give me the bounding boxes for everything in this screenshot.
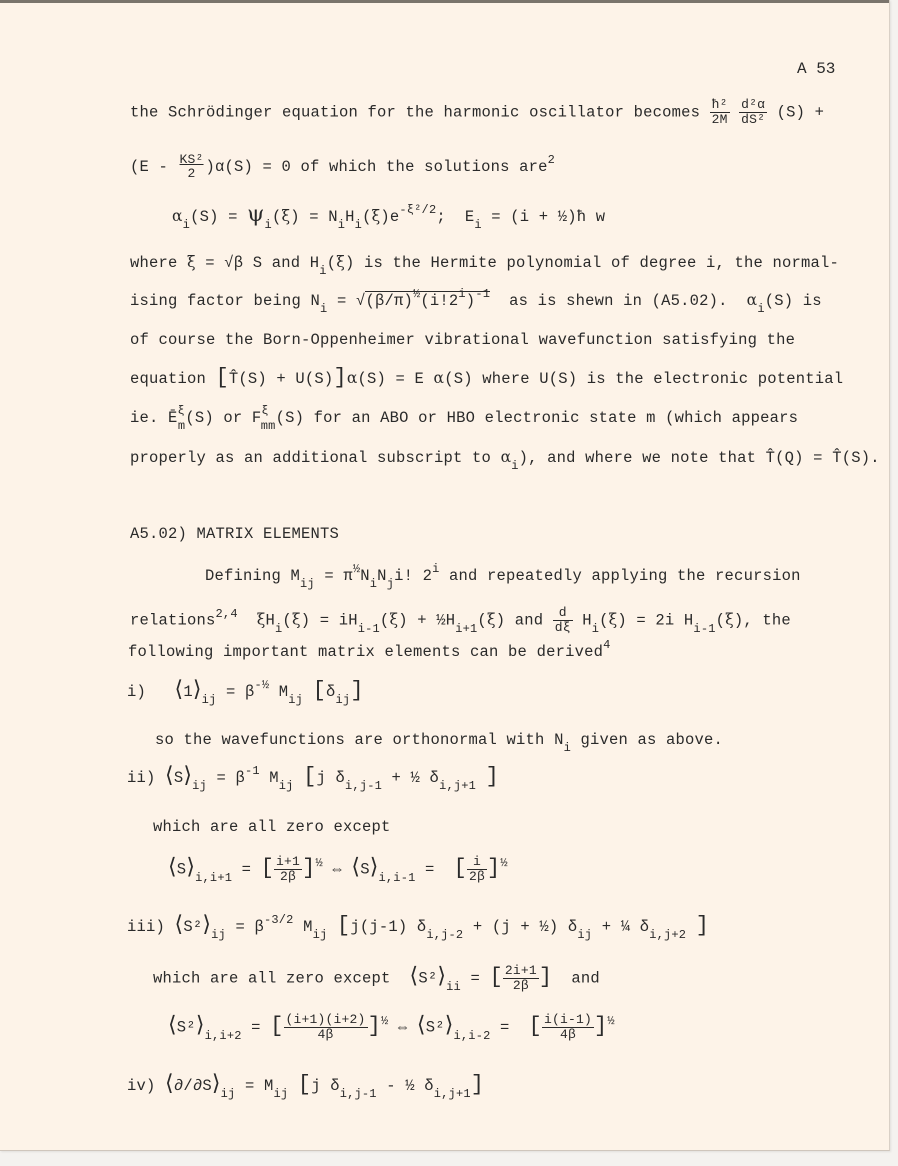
body-line-2 <box>130 153 555 181</box>
zero-except-note-1: which are all zero except <box>153 818 391 836</box>
body-line-8: ie. $Ē^\xi_m(S)$ or $F^\xi_{mm}(S)$ for an ABO or HBO electronic state m (which appears <box>130 404 799 433</box>
body-line-5: ising factor being $N_i = √(\beta/\pi)^{\frac{1}{2}}(i!2^i)^{-1}$ as is shewn in (A5.02). $\alpha_i(S)$ is <box>130 287 822 316</box>
matrix-element-i: i) $⟨1⟩_{ij} = \beta^{-\frac{1}{2}}$ $M_{ij}$ $[\delta_{ij}]$ <box>127 677 364 707</box>
section-para-2: relations$^{2,4}$ $\xi H_i(\xi) = iH_{i-1}(\xi)$ + $\frac{1}{2}H_{i+1}(\xi)$ and $\frac{d}{d\xi}$ $H_i(\xi) = 2i$ $H_{i-1}(\xi)$, the <box>130 605 791 636</box>
orthonormal-note: so the wavefunctions are orthonormal with $N_i$ given as above. <box>155 731 724 755</box>
s-nonzero-elements: $⟨S⟩_{i,i+1}$ = [ $\frac{i+1}{2\beta}$ ]$^{\frac{1}{2}}$ ⇔ $⟨S⟩_{i,i-1}$ = [ $\frac{i}{2\beta}$ ]$^{\frac{1}{2}}$ <box>168 854 508 885</box>
second-derivative: $\frac{\text{d²α}}{\text{dS²}}$ <box>741 97 766 127</box>
matrix-element-ii: ii) $⟨S⟩_{ij} = \beta^{-1}$ $M_{ij}$ [j $\delta_{i,j-1}$ + ½ $\delta_{i,j+1}$ ] <box>127 763 499 793</box>
matrix-element-iii: iii) $⟨S^2⟩_{ij} = \beta^{-3/2}$ $M_{ij}$ [j(j-1) $\delta_{i,j-2} + (j$ + ½) $\delta_{ij}$ + ¼ $\delta_{i,j+2}$ ] <box>127 912 710 942</box>
line-text: the Schrödinger equation for the harmonic oscillator becomes <box>130 103 701 122</box>
body-line-1 <box>130 98 824 127</box>
body-line-7: equation [T̂(S) + U(S)]α(S) = E α(S) where U(S) is the electronic potential <box>130 365 844 390</box>
matrix-element-iv: iv) $⟨\partial/\partial S⟩_{ij} = M_{ij}$ [j $\delta_{i,j-1}$ - ½ $\delta_{i,j+1}$] <box>127 1071 485 1101</box>
section-heading: A5.02) MATRIX ELEMENTS <box>130 525 340 543</box>
body-line-9: properly as an additional subscript to $\alpha_i$), and where we note that T̂(Q) = T̂(S). <box>130 448 880 473</box>
section-para-3: following important matrix elements can be derived$^4$ <box>128 638 611 661</box>
scan-edge <box>0 0 889 3</box>
body-line-4: where ξ = √β S and $H_i(\xi)$ is the Hermite polynomial of degree i, the normal- <box>130 253 840 278</box>
line-text: (E - $\frac{\text{KS²}}{2}$ )α(S) = 0 of which the solutions are$^2$ <box>130 152 555 181</box>
line-tail: (S) + <box>776 103 825 122</box>
solution-equation: $\alpha_i(S) = \psi_i(\xi) = N_iH_i(\xi)e^{-\xi^2/2}$; $E_i = (i$ + ½)ħ w <box>172 202 606 232</box>
zero-except-note-2: which are all zero except $⟨S^2⟩_{ii}$ = [ $\frac{2i+1}{2\beta}$ ] and <box>153 963 600 994</box>
section-para-1: Defining $M_{ij} = \pi^{\frac{1}{2}}N_iN_ji$! 2$^i$ and repeatedly applying the recursion <box>205 562 801 591</box>
hbar-over-2m: $\frac{\text{ħ²}}{2M}$ <box>711 97 728 127</box>
page-number: A 53 <box>797 60 836 78</box>
body-line-6: of course the Born-Oppenheimer vibrational wavefunction satisfying the <box>130 331 796 349</box>
s2-nonzero-elements: $⟨S^2⟩_{i,i+2}$ = [ $\frac{(i+1)(i+2)}{4\beta}$ ]$^{\frac{1}{2}}$ ⇔ $⟨S^2⟩_{i,i-2}$ = [ $\frac{i(i-1)}{4\beta}$ ]$^{\frac{1}{2}}$ <box>168 1012 615 1043</box>
